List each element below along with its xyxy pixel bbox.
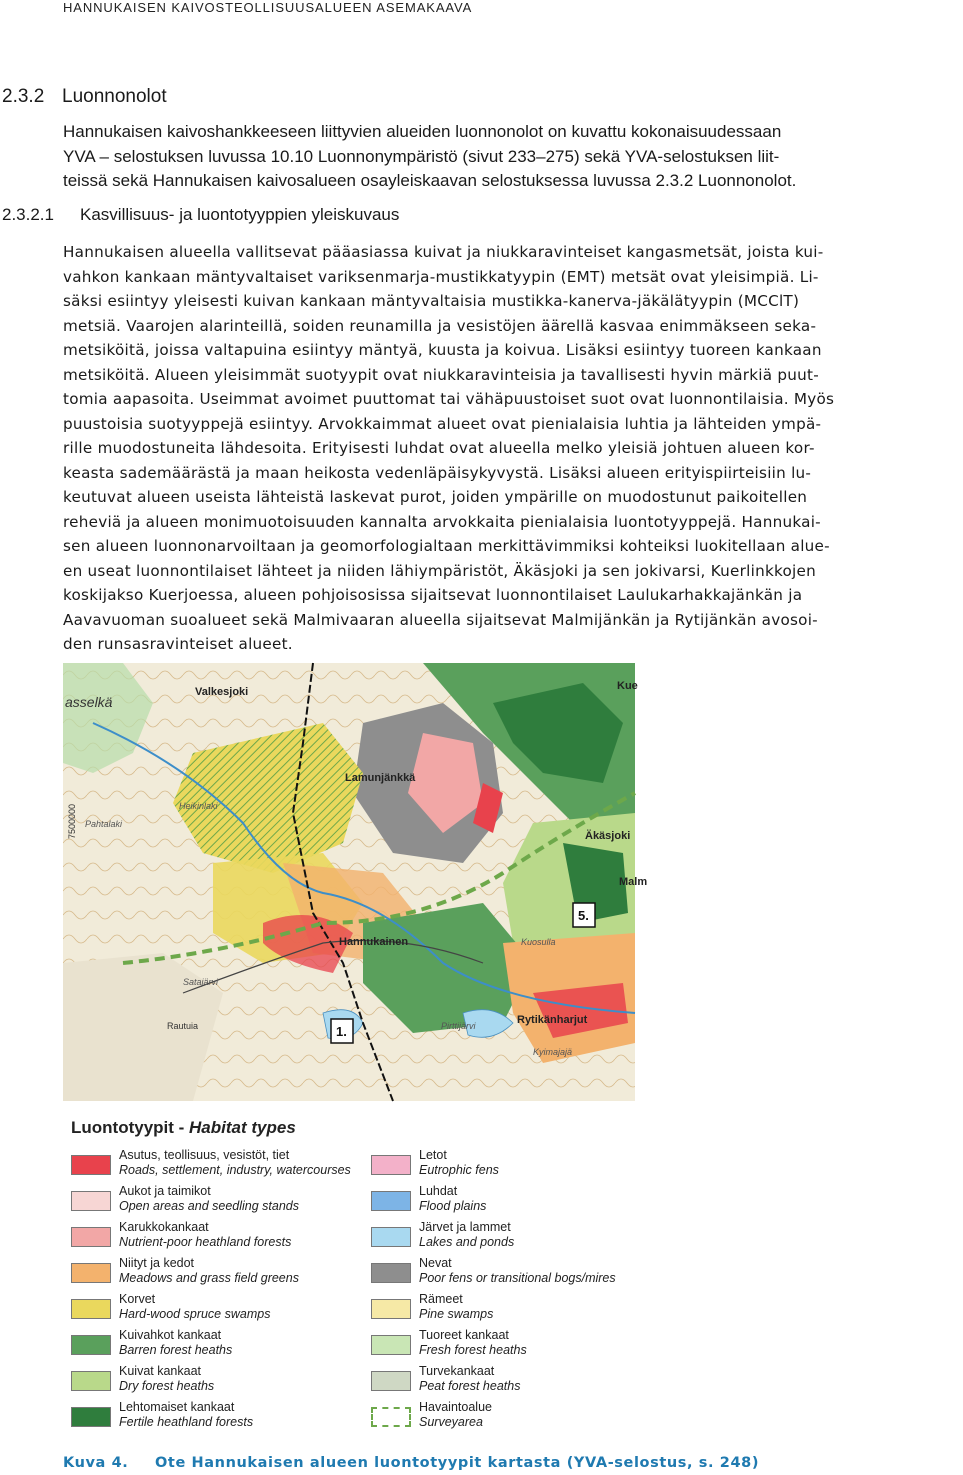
body-line: tomia aapasoita. Useimmat avoimet puuttomat tai vähäpuustoiset suot ovat luonnontilaisia. Myös: [63, 390, 835, 408]
intro-line: Hannukaisen kaivoshankkeeseen liittyvien alueiden luonnonolot on kuvattu kokonaisuudessaan: [63, 122, 782, 141]
body-line: metsiköitä, joissa valtapuina esiintyy mäntyä, kuusta ja koivua. Lisäksi esiintyy tuoreen kankaan: [63, 341, 822, 359]
legend-label-fi: Rämeet: [419, 1292, 463, 1306]
body-line: säksi esiintyy yleisesti kuivan kankaan mäntyvaltaisia mustikka-kanerva-jäkälätyypin (MCClT): [63, 292, 800, 310]
body-line: Aavavuoman suoalueet sekä Malmivaaran alueella sijaitsevat Malmijänkän ja Rytijänkän avosoi-: [63, 610, 818, 629]
legend-label-fi: Asutus, teollisuus, vesistöt, tiet: [119, 1148, 290, 1162]
map-coordinate-label: 7500000: [67, 803, 77, 839]
legend-title-en: Habitat types: [189, 1118, 296, 1137]
map-label: asselkä: [65, 694, 113, 710]
legend-swatch: [71, 1371, 111, 1391]
legend-item: [71, 1330, 331, 1364]
legend-label-fi: Kuivahkot kankaat: [119, 1328, 222, 1342]
legend-item: [371, 1330, 631, 1364]
habitat-map: [63, 663, 648, 1101]
intro-paragraph: [63, 120, 943, 194]
figure-caption-text: Ote Hannukaisen alueen luontotyypit kartasta (YVA-selostus, s. 248): [155, 1455, 760, 1471]
figure-caption: [63, 1455, 759, 1471]
legend-item: [371, 1150, 631, 1184]
legend-item: [71, 1222, 331, 1256]
body-line: metsiköitä. Alueen yleisimmät suotyypit ovat niukkaravinteisia ja tavallisesti hyvin märkiä puut-: [63, 365, 819, 384]
legend-swatch: [371, 1335, 411, 1355]
map-label: Rytikänharjut: [517, 1014, 588, 1026]
figure-caption-label: Kuva 4.: [63, 1455, 129, 1471]
legend-title: [71, 1118, 296, 1138]
legend-swatch: [71, 1155, 111, 1175]
body-line: Hannukaisen alueella vallitsevat pääasiassa kuivat ja niukkaravinteiset kangasmetsät, joista kui-: [63, 243, 824, 261]
legend-swatch: [371, 1191, 411, 1211]
legend-label-en: Surveyarea: [419, 1415, 483, 1429]
legend-label-en: Lakes and ponds: [419, 1235, 515, 1249]
legend-title-fi: Luontotyypit: [71, 1118, 174, 1137]
section-heading: [2, 86, 167, 108]
legend-item: [71, 1258, 331, 1292]
legend-swatch: [71, 1299, 111, 1319]
section-title: Luonnonolot: [62, 86, 167, 107]
legend-swatch: [371, 1263, 411, 1283]
map-label: Malm: [619, 876, 648, 888]
legend-swatch: [71, 1191, 111, 1211]
body-line: en useat luonnontilaiset lähteet ja niiden lähiympäristöt, Äkäsjoki ja sen jokivarsi, Kuerlinkkojen: [63, 561, 816, 580]
legend-label-en: Pine swamps: [419, 1307, 494, 1321]
legend-swatch: [71, 1335, 111, 1355]
legend-swatch: [371, 1371, 411, 1391]
legend-label-en: Dry forest heaths: [119, 1379, 215, 1393]
legend-label-en: Fresh forest heaths: [419, 1343, 527, 1357]
intro-line: YVA – selostuksen luvussa 10.10 Luonnonympäristö (sivut 233–275) sekä YVA-selostuksen liit-: [63, 146, 780, 166]
body-line: puustoisia suotyyppejä esiintyy. Arvokkaimmat alueet ovat pienialaisia luhtia ja lähteiden ympä-: [63, 414, 822, 433]
legend-swatch: [371, 1407, 411, 1427]
legend-label-fi: Niityt ja kedot: [119, 1256, 195, 1270]
section-number: 2.3.2: [2, 86, 45, 107]
legend-label-en: Eutrophic fens: [419, 1163, 499, 1177]
legend-item: [371, 1258, 631, 1292]
legend-swatch: [371, 1299, 411, 1319]
legend-label-en: Peat forest heaths: [419, 1379, 521, 1393]
map-label: Äkäsjoki: [585, 830, 631, 842]
legend-item: [371, 1222, 631, 1256]
legend-item: [371, 1402, 631, 1436]
legend-label-fi: Korvet: [119, 1292, 156, 1306]
map-area-marker-label: 5.: [578, 908, 589, 923]
map-label: Lamunjänkkä: [345, 772, 416, 784]
body-line: koskijakso Kuerjoessa, alueen pohjoisosissa sijaitsevat luonnontilaiset Laulukarhakkajänkän ja: [63, 586, 803, 604]
legend-label-fi: Aukot ja taimikot: [119, 1184, 211, 1198]
body-paragraph: [63, 240, 963, 657]
map-label: Satajärvi: [183, 977, 219, 987]
legend-swatch: [71, 1407, 111, 1427]
legend-label-fi: Nevat: [419, 1256, 452, 1270]
body-line: rille muodostuneita lähdesoita. Erityisesti luhdat ovat alueella melko yleisiä johtuen alueen kor-: [63, 439, 815, 457]
legend-label-en: Fertile heathland forests: [119, 1415, 254, 1429]
body-line: metsiä. Vaarojen alarinteillä, soiden reunamilla ja vesistöjen äärellä kasvaa enimmäkseen seka-: [63, 316, 817, 335]
body-line: keutuvat alueen useista lähteistä laskevat purot, joiden ympärille on muodostunut paikoitellen: [63, 488, 808, 506]
map-label: Heikinlaki: [179, 801, 218, 811]
legend-label-fi: Letot: [419, 1148, 447, 1162]
legend-label-en: Roads, settlement, industry, watercourses: [119, 1163, 351, 1177]
map-label: Kue: [617, 680, 638, 692]
map-label: Pahtalaki: [85, 819, 123, 829]
legend-label-fi: Kuivat kankaat: [119, 1364, 201, 1378]
legend-label-en: Hard-wood spruce swamps: [119, 1307, 271, 1321]
legend-label-fi: Tuoreet kankaat: [419, 1328, 509, 1342]
body-line: den runsasravinteiset alueet.: [63, 635, 293, 653]
legend-item: [71, 1366, 331, 1400]
subsection-title: Kasvillisuus- ja luontotyyppien yleiskuvaus: [80, 205, 400, 224]
legend-swatch: [371, 1227, 411, 1247]
legend-item: [71, 1402, 331, 1436]
subsection-heading: [2, 205, 399, 225]
legend-label-fi: Turvekankaat: [419, 1364, 495, 1378]
running-header: HANNUKAISEN KAIVOSTEOLLISUUSALUEEN ASEMAKAAVA: [63, 0, 473, 15]
legend-title-separator: -: [173, 1118, 190, 1137]
map-legend: [63, 1106, 635, 1438]
legend-label-fi: Järvet ja lammet: [419, 1220, 511, 1234]
body-line: sen alueen luonnonarvoiltaan ja geomorfologialtaan merkittävimmiksi kohteiksi luokitellaan alue-: [63, 537, 830, 555]
map-label: Valkesjoki: [195, 686, 249, 698]
map-area-marker-label: 1.: [336, 1024, 347, 1039]
legend-label-en: Nutrient-poor heathland forests: [119, 1235, 292, 1249]
body-line: reheviä ja alueen monimuotoisuuden kannalta arvokkaita pienialaisia luontotyyppejä. Hannukai-: [63, 512, 821, 531]
legend-label-fi: Luhdat: [419, 1184, 458, 1198]
legend-label-fi: Lehtomaiset kankaat: [119, 1400, 235, 1414]
legend-label-en: Open areas and seedling stands: [119, 1199, 299, 1213]
legend-swatch: [71, 1263, 111, 1283]
body-line: vahkon kankaan mäntyvaltaiset variksenmarja-mustikkatyypin (EMT) metsät ovat yleisimpiä. Li-: [63, 267, 819, 286]
legend-label-en: Poor fens or transitional bogs/mires: [419, 1271, 616, 1285]
legend-label-en: Flood plains: [419, 1199, 487, 1213]
legend-label-en: Meadows and grass field greens: [119, 1271, 299, 1285]
legend-item: [371, 1366, 631, 1400]
legend-item: [71, 1186, 331, 1220]
intro-line: teissä sekä Hannukaisen kaivosalueen osayleiskaavan selostuksessa luvussa 2.3.2 Luonnonolot.: [63, 171, 797, 190]
legend-label-fi: Havaintoalue: [419, 1400, 492, 1414]
legend-swatch: [371, 1155, 411, 1175]
legend-label-en: Barren forest heaths: [119, 1343, 233, 1357]
subsection-number: 2.3.2.1: [2, 205, 54, 224]
map-label: Rautuia: [167, 1021, 199, 1031]
legend-item: [371, 1294, 631, 1328]
legend-item: [71, 1148, 351, 1184]
map-label: Kuosulla: [521, 937, 556, 947]
map-label: Hannukainen: [339, 936, 409, 948]
body-line: keasta sademäärästä ja maan heikosta vedenläpäisykyvystä. Lisäksi alueen erityispiirteisiin lu-: [63, 463, 812, 482]
legend-item: [71, 1294, 331, 1328]
legend-label-fi: Karukkokankaat: [119, 1220, 209, 1234]
map-label: Pirttijärvi: [441, 1021, 476, 1031]
legend-item: [371, 1186, 631, 1220]
legend-swatch: [71, 1227, 111, 1247]
map-label: Kyimajajä: [533, 1047, 573, 1057]
